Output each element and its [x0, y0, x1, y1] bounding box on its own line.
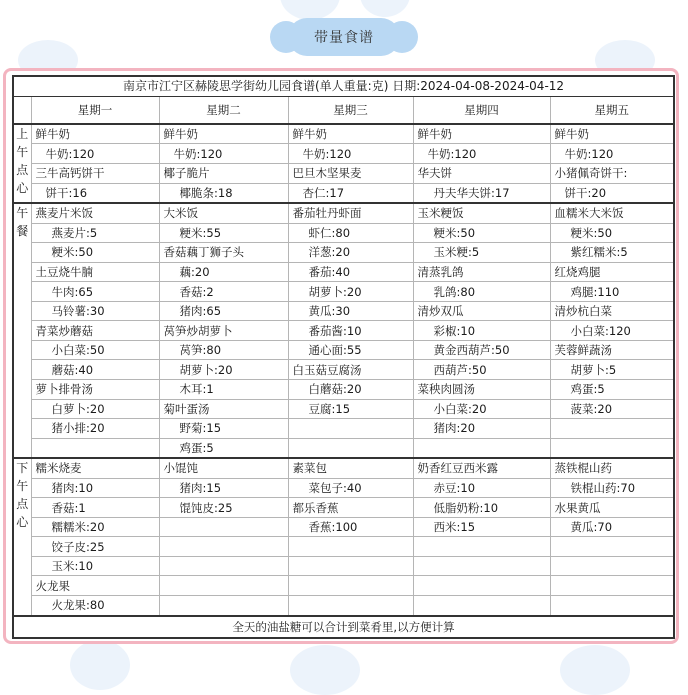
ingredient-cell [550, 596, 674, 616]
dish-name: 清蒸乳鸽 [413, 262, 550, 282]
ingredient-cell [413, 576, 550, 596]
ingredient-cell: 牛奶:120 [288, 144, 413, 164]
ingredient-cell [288, 576, 413, 596]
ingredient-cell: 猪肉:20 [413, 419, 550, 439]
ingredient-cell: 鸡蛋:5 [550, 380, 674, 400]
day-header: 星期二 [159, 96, 288, 124]
ingredient-cell: 藕:20 [159, 262, 288, 282]
dish-name: 椰子脆片 [159, 164, 288, 184]
ingredient-cell [288, 537, 413, 557]
day-header: 星期三 [288, 96, 413, 124]
dish-name: 鲜牛奶 [288, 124, 413, 144]
ingredient-cell [413, 556, 550, 576]
ingredient-cell: 牛奶:120 [159, 144, 288, 164]
ingredient-cell: 莴笋:80 [159, 340, 288, 360]
ingredient-cell: 白萝卜:20 [31, 399, 159, 419]
ingredient-cell: 糯糯米:20 [31, 517, 159, 537]
ingredient-cell [550, 576, 674, 596]
ingredient-cell [288, 556, 413, 576]
ingredient-cell: 乳鸽:80 [413, 282, 550, 302]
dish-name: 蒸铁棍山药 [550, 458, 674, 478]
day-header: 星期五 [550, 96, 674, 124]
bg-bubble [70, 640, 130, 690]
ingredient-cell [159, 556, 288, 576]
ingredient-cell: 牛奶:120 [550, 144, 674, 164]
bg-bubble [360, 0, 410, 17]
ingredient-cell [288, 596, 413, 616]
ingredient-cell: 馄饨皮:25 [159, 498, 288, 518]
ingredient-cell: 木耳:1 [159, 380, 288, 400]
ingredient-cell: 小白菜:120 [550, 321, 674, 341]
ingredient-cell: 蘑菇:40 [31, 360, 159, 380]
ingredient-cell: 猪肉:65 [159, 301, 288, 321]
ingredient-cell [550, 438, 674, 458]
ingredient-cell [159, 537, 288, 557]
dish-name: 血糯米大米饭 [550, 203, 674, 223]
bg-bubble [290, 645, 360, 695]
ingredient-cell: 猪小排:20 [31, 419, 159, 439]
dish-name: 芙蓉鲜蔬汤 [550, 340, 674, 360]
ingredient-cell: 虾仁:80 [288, 223, 413, 243]
ingredient-cell: 胡萝卜:20 [159, 360, 288, 380]
ingredient-cell [31, 438, 159, 458]
dish-name: 香菇藕丁狮子头 [159, 243, 288, 263]
ingredient-cell: 西米:15 [413, 517, 550, 537]
ingredient-cell: 燕麦片:5 [31, 223, 159, 243]
ingredient-cell: 紫红糯米:5 [550, 243, 674, 263]
ingredient-cell: 牛肉:65 [31, 282, 159, 302]
menu-table [12, 75, 675, 639]
ingredient-cell [288, 438, 413, 458]
ingredient-cell [413, 438, 550, 458]
dish-name: 鲜牛奶 [550, 124, 674, 144]
dish-name: 番茄牡丹虾面 [288, 203, 413, 223]
ingredient-cell: 胡萝卜:5 [550, 360, 674, 380]
ingredient-cell: 丹夫华夫饼:17 [413, 183, 550, 203]
ingredient-cell: 洋葱:20 [288, 243, 413, 263]
dish-name: 小馄饨 [159, 458, 288, 478]
ingredient-cell: 白蘑菇:20 [288, 380, 413, 400]
ingredient-cell [159, 596, 288, 616]
dish-name: 奶香红豆西米露 [413, 458, 550, 478]
ingredient-cell: 火龙果:80 [31, 596, 159, 616]
ingredient-cell: 玉米粳:5 [413, 243, 550, 263]
ingredient-cell: 猪肉:10 [31, 478, 159, 498]
ingredient-cell: 饼干:20 [550, 183, 674, 203]
dish-name: 土豆烧牛腩 [31, 262, 159, 282]
ingredient-cell: 牛奶:120 [413, 144, 550, 164]
ingredient-cell: 番茄:40 [288, 262, 413, 282]
dish-name: 三牛高钙饼干 [31, 164, 159, 184]
ingredient-cell: 通心面:55 [288, 340, 413, 360]
dish-name: 鲜牛奶 [413, 124, 550, 144]
meal-label [13, 124, 31, 203]
ingredient-cell: 鸡腿:110 [550, 282, 674, 302]
page-title: 带量食谱 [314, 30, 374, 46]
meal-label-text: 上 午 点 心 [16, 126, 29, 195]
meal-label [13, 458, 31, 615]
bg-bubble [280, 0, 340, 20]
ingredient-cell: 菜包子:40 [288, 478, 413, 498]
dish-name: 清炒杭白菜 [550, 301, 674, 321]
dish-name: 青菜炒蘑菇 [31, 321, 159, 341]
dish-name: 大米饭 [159, 203, 288, 223]
ingredient-cell: 粳米:50 [550, 223, 674, 243]
ingredient-cell [550, 537, 674, 557]
dish-name: 萝卜排骨汤 [31, 380, 159, 400]
ingredient-cell: 铁棍山药:70 [550, 478, 674, 498]
dish-name: 莴笋炒胡萝卜 [159, 321, 288, 341]
dish-name: 水果黄瓜 [550, 498, 674, 518]
dish-name: 巴旦木坚果麦 [288, 164, 413, 184]
dish-name: 玉米粳饭 [413, 203, 550, 223]
dish-name: 华夫饼 [413, 164, 550, 184]
ingredient-cell: 番茄酱:10 [288, 321, 413, 341]
ingredient-cell: 椰脆条:18 [159, 183, 288, 203]
menu-footer-note: 全天的油盐糖可以合计到菜肴里,以方便计算 [13, 616, 674, 638]
day-header: 星期四 [413, 96, 550, 124]
dish-name: 鲜牛奶 [159, 124, 288, 144]
ingredient-cell: 香菇:1 [31, 498, 159, 518]
corner-cell [13, 96, 31, 124]
ingredient-cell: 菠菜:20 [550, 399, 674, 419]
dish-name: 燕麦片米饭 [31, 203, 159, 223]
ingredient-cell: 小白菜:20 [413, 399, 550, 419]
meal-label [13, 203, 31, 458]
meal-label-text: 午 餐 [16, 206, 29, 239]
ingredient-cell: 赤豆:10 [413, 478, 550, 498]
ingredient-cell: 粳米:50 [413, 223, 550, 243]
ingredient-cell: 胡萝卜:20 [288, 282, 413, 302]
dish-name: 鲜牛奶 [31, 124, 159, 144]
page-title-pill [270, 18, 418, 56]
ingredient-cell: 黄金西葫芦:50 [413, 340, 550, 360]
ingredient-cell: 玉米:10 [31, 556, 159, 576]
ingredient-cell [413, 537, 550, 557]
ingredient-cell [550, 419, 674, 439]
ingredient-cell: 香菇:2 [159, 282, 288, 302]
bg-bubble [560, 645, 630, 695]
ingredient-cell: 黄瓜:30 [288, 301, 413, 321]
ingredient-cell: 低脂奶粉:10 [413, 498, 550, 518]
menu-header: 南京市江宁区赫陵思学街幼儿园食谱(单人重量:克) 日期:2024-04-08-2024-04-12 [13, 76, 674, 96]
ingredient-cell: 马铃薯:30 [31, 301, 159, 321]
dish-name: 小猪佩奇饼干: [550, 164, 674, 184]
dish-name: 糯米烧麦 [31, 458, 159, 478]
dish-name: 菊叶蛋汤 [159, 399, 288, 419]
ingredient-cell: 黄瓜:70 [550, 517, 674, 537]
menu-card [3, 68, 679, 644]
ingredient-cell: 猪肉:15 [159, 478, 288, 498]
ingredient-cell: 粳米:50 [31, 243, 159, 263]
dish-name: 菜秧肉圆汤 [413, 380, 550, 400]
ingredient-cell: 鸡蛋:5 [159, 438, 288, 458]
ingredient-cell: 小白菜:50 [31, 340, 159, 360]
day-header: 星期一 [31, 96, 159, 124]
ingredient-cell: 牛奶:120 [31, 144, 159, 164]
ingredient-cell: 粳米:55 [159, 223, 288, 243]
ingredient-cell [288, 419, 413, 439]
ingredient-cell [550, 556, 674, 576]
ingredient-cell: 饺子皮:25 [31, 537, 159, 557]
ingredient-cell: 野菊:15 [159, 419, 288, 439]
meal-label-text: 下 午 点 心 [16, 461, 29, 530]
ingredient-cell [159, 576, 288, 596]
ingredient-cell: 彩椒:10 [413, 321, 550, 341]
ingredient-cell: 饼干:16 [31, 183, 159, 203]
ingredient-cell: 香蕉:100 [288, 517, 413, 537]
ingredient-cell [413, 596, 550, 616]
ingredient-cell: 杏仁:17 [288, 183, 413, 203]
dish-name: 清炒双瓜 [413, 301, 550, 321]
ingredient-cell: 豆腐:15 [288, 399, 413, 419]
dish-name: 都乐香蕉 [288, 498, 413, 518]
dish-name: 红烧鸡腿 [550, 262, 674, 282]
ingredient-cell: 西葫芦:50 [413, 360, 550, 380]
dish-name: 素菜包 [288, 458, 413, 478]
ingredient-cell [159, 517, 288, 537]
dish-name: 白玉菇豆腐汤 [288, 360, 413, 380]
dish-name: 火龙果 [31, 576, 159, 596]
